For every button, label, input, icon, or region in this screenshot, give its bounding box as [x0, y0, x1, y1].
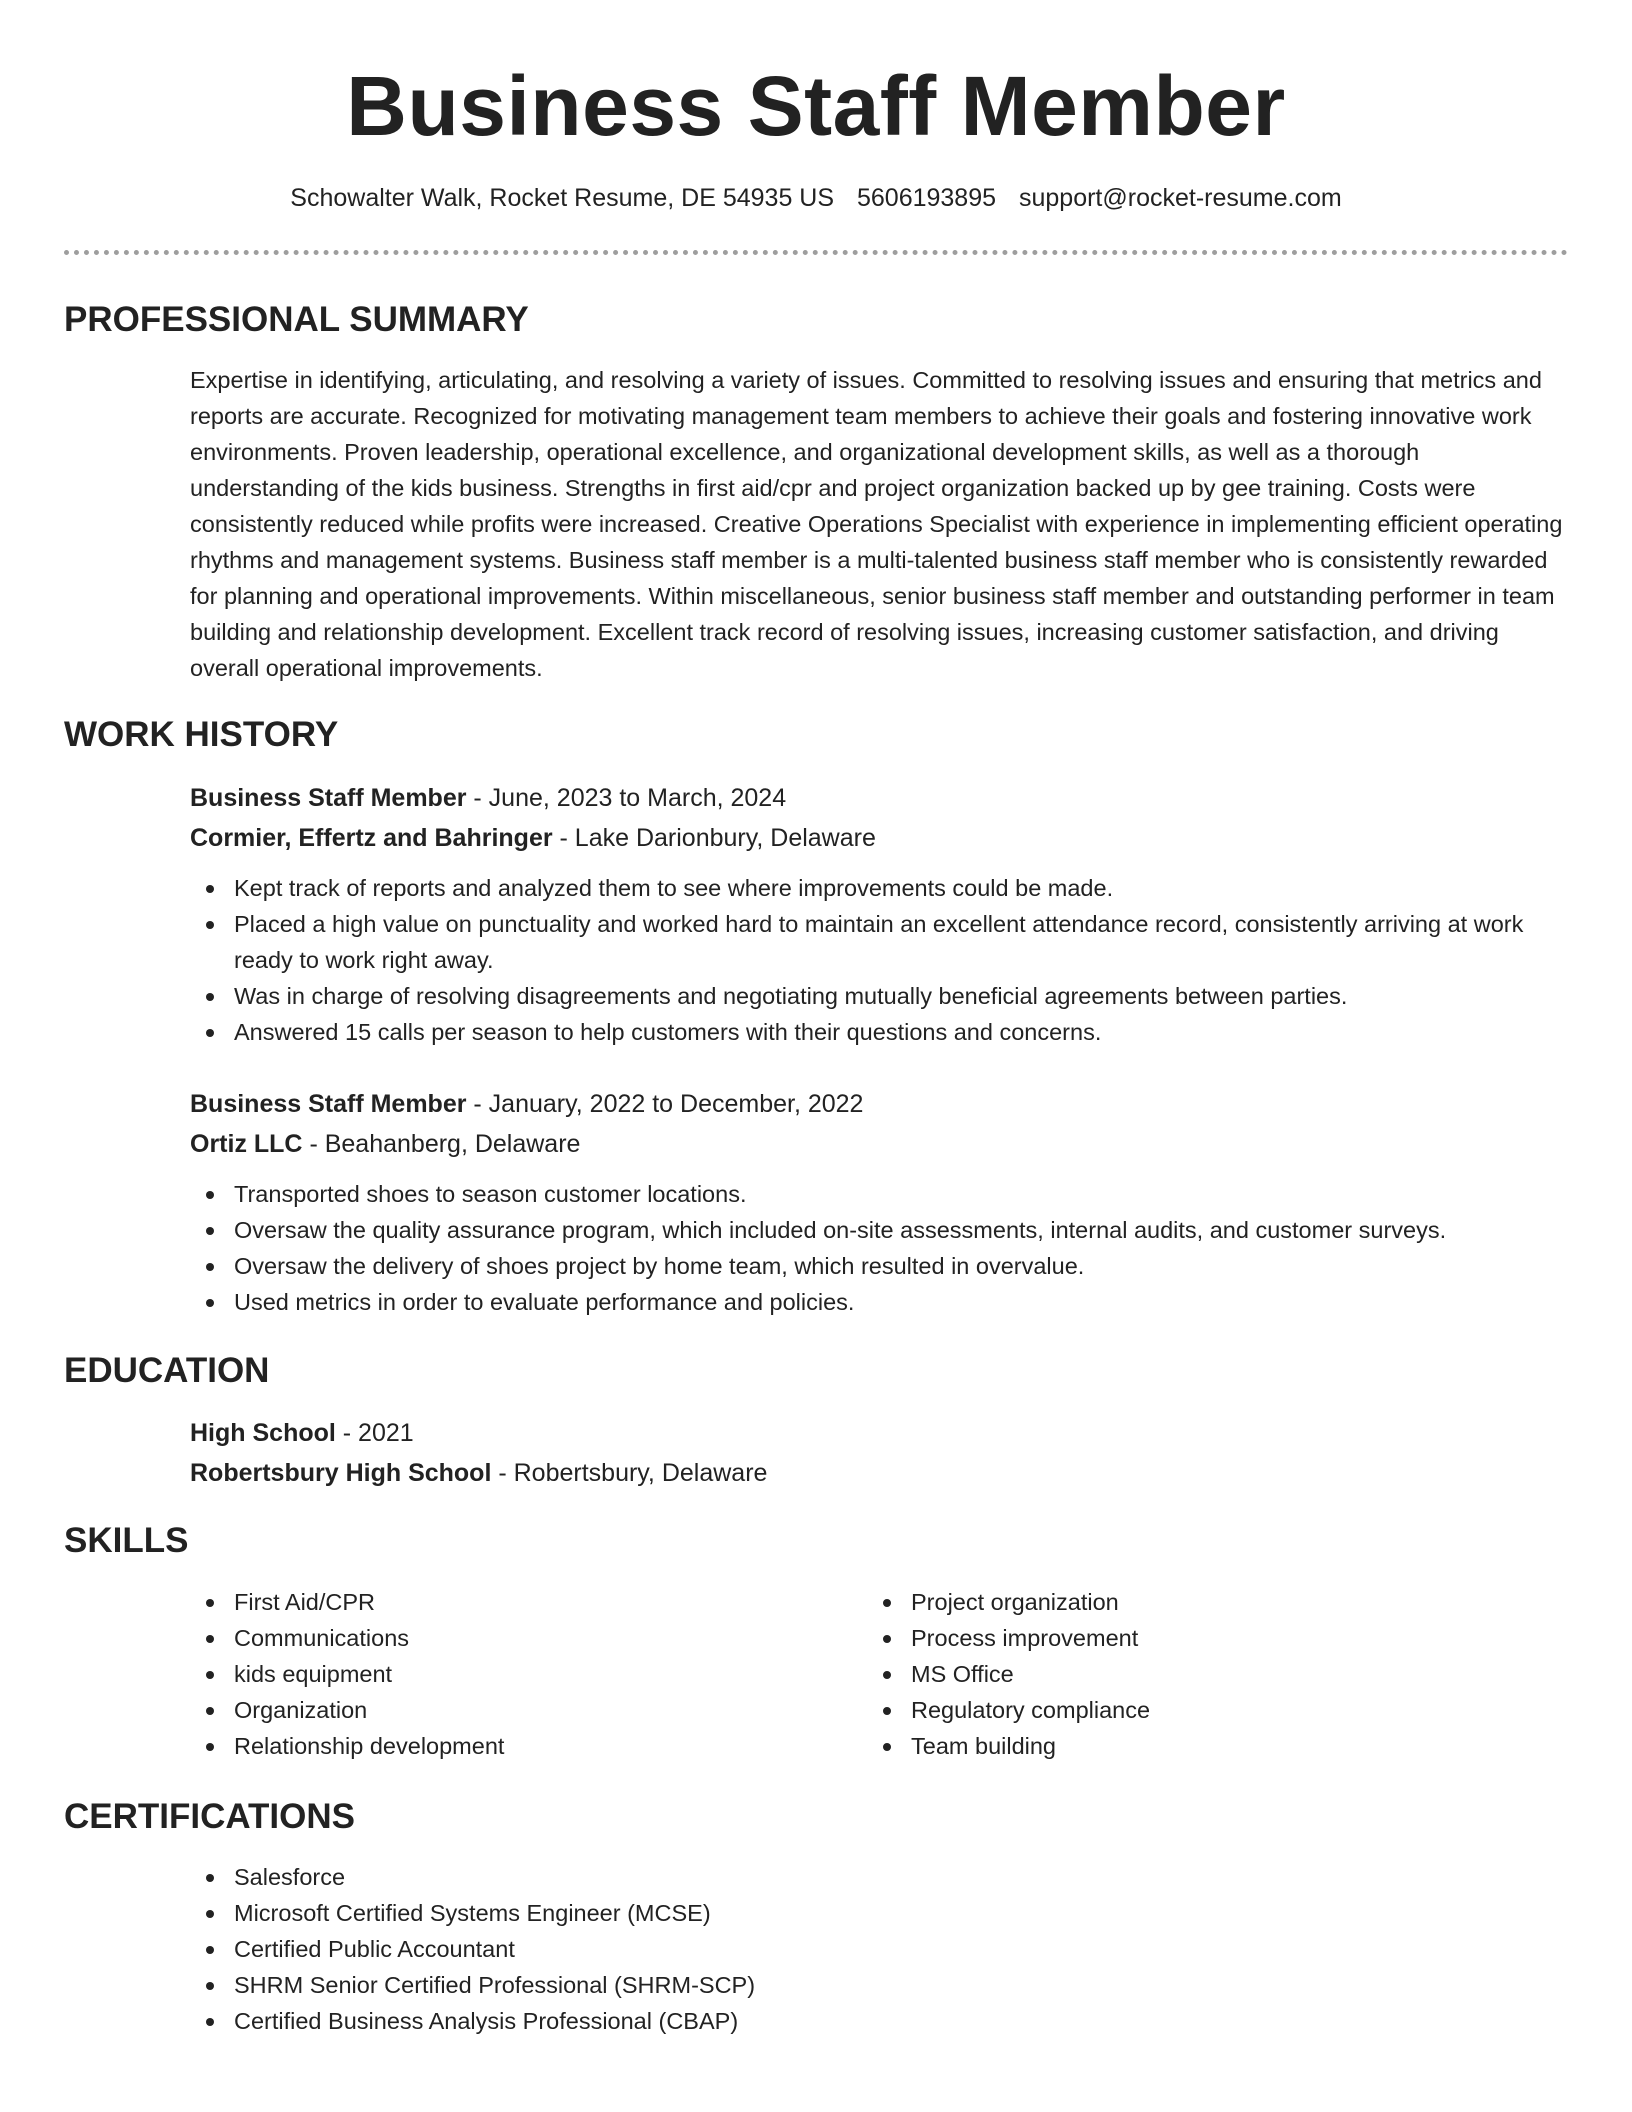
skills-column-right	[867, 1584, 1547, 1764]
list-item: Kept track of reports and analyzed them to see where improvements could be made.	[190, 870, 1568, 906]
education-degree: High School	[190, 1419, 336, 1447]
list-item: First Aid/CPR	[190, 1584, 870, 1620]
list-item: Placed a high value on punctuality and worked hard to maintain an excellent attendance record, consistently arriving at work ready to work right away.	[190, 906, 1568, 978]
job-role: Business Staff Member	[190, 784, 467, 812]
education-degree-line	[190, 1413, 1568, 1453]
education-year: - 2021	[335, 1419, 414, 1447]
education-school-line	[190, 1453, 1568, 1493]
list-item: Relationship development	[190, 1728, 870, 1764]
job-title-line	[190, 778, 1568, 818]
contact-line	[64, 182, 1568, 214]
list-item: Communications	[190, 1620, 870, 1656]
certifications-heading: CERTIFICATIONS	[64, 1797, 356, 1836]
list-item: SHRM Senior Certified Professional (SHRM-SCP)	[190, 1967, 1568, 2003]
education-heading: EDUCATION	[64, 1351, 270, 1390]
header-divider	[64, 250, 1568, 255]
contact-email: support@rocket-resume.com	[1018, 184, 1342, 212]
job-dates: - January, 2022 to December, 2022	[466, 1090, 864, 1118]
job-company: Ortiz LLC	[190, 1130, 303, 1158]
job-duties-list	[190, 870, 1568, 1050]
job-entry	[190, 1084, 1568, 1320]
list-item: Oversaw the delivery of shoes project by home team, which resulted in overvalue.	[190, 1248, 1568, 1284]
certifications-list	[190, 1859, 1568, 2039]
work-history-heading: WORK HISTORY	[64, 715, 339, 754]
list-item: Answered 15 calls per season to help customers with their questions and concerns.	[190, 1014, 1568, 1050]
job-entry	[190, 778, 1568, 1050]
education-entry	[190, 1413, 1568, 1493]
list-item: Used metrics in order to evaluate performance and policies.	[190, 1284, 1568, 1320]
list-item: kids equipment	[190, 1656, 870, 1692]
job-location: - Beahanberg, Delaware	[302, 1130, 581, 1158]
list-item: Microsoft Certified Systems Engineer (MCSE)	[190, 1895, 1568, 1931]
list-item: Transported shoes to season customer locations.	[190, 1176, 1568, 1212]
contact-phone: 5606193895	[856, 184, 997, 212]
summary-text: Expertise in identifying, articulating, and resolving a variety of issues. Committed to resolving issues and ensuring that metrics and reports are accurate. Recognized for motivating management team members to achieve their goals and fostering innovative work environments. Proven leadership, operational excellence, and organizational development skills, as well as a thorough understanding of the kids business. Strengths in first aid/cpr and project organization backed up by gee training. Costs were consistently reduced while profits were increased. Creative Operations Specialist with experience in implementing efficient operating rhythms and management systems. Business staff member is a multi-talented business staff member who is consistently rewarded for planning and operational improvements. Within miscellaneous, senior business staff member and outstanding performer in team building and relationship development. Excellent track record of resolving issues, increasing customer satisfaction, and driving overall operational improvements.	[190, 367, 1563, 681]
list-item: Organization	[190, 1692, 870, 1728]
job-dates: - June, 2023 to March, 2024	[466, 784, 787, 812]
job-company-line	[190, 818, 1568, 858]
list-item: Salesforce	[190, 1859, 1568, 1895]
list-item: Certified Public Accountant	[190, 1931, 1568, 1967]
skills-column-left	[190, 1584, 870, 1764]
job-company-line	[190, 1124, 1568, 1164]
education-location: - Robertsbury, Delaware	[491, 1459, 768, 1487]
skills-heading: SKILLS	[64, 1521, 189, 1560]
list-item: Team building	[867, 1728, 1547, 1764]
job-duties-list	[190, 1176, 1568, 1320]
list-item: Process improvement	[867, 1620, 1547, 1656]
list-item: Project organization	[867, 1584, 1547, 1620]
education-school: Robertsbury High School	[190, 1459, 492, 1487]
job-role: Business Staff Member	[190, 1090, 467, 1118]
job-company: Cormier, Effertz and Bahringer	[190, 824, 553, 852]
list-item: MS Office	[867, 1656, 1547, 1692]
list-item: Regulatory compliance	[867, 1692, 1547, 1728]
job-location: - Lake Darionbury, Delaware	[552, 824, 876, 852]
list-item: Oversaw the quality assurance program, which included on-site assessments, internal audits, and customer surveys.	[190, 1212, 1568, 1248]
contact-address: Schowalter Walk, Rocket Resume, DE 54935 US	[290, 184, 835, 212]
skills-list	[867, 1584, 1547, 1764]
summary-heading: PROFESSIONAL SUMMARY	[64, 300, 529, 339]
certifications-entry	[190, 1859, 1568, 2039]
job-title-line	[190, 1084, 1568, 1124]
candidate-name: Business Staff Member	[346, 59, 1286, 153]
list-item: Was in charge of resolving disagreements and negotiating mutually beneficial agreements between parties.	[190, 978, 1568, 1014]
list-item: Certified Business Analysis Professional (CBAP)	[190, 2003, 1568, 2039]
skills-list	[190, 1584, 870, 1764]
